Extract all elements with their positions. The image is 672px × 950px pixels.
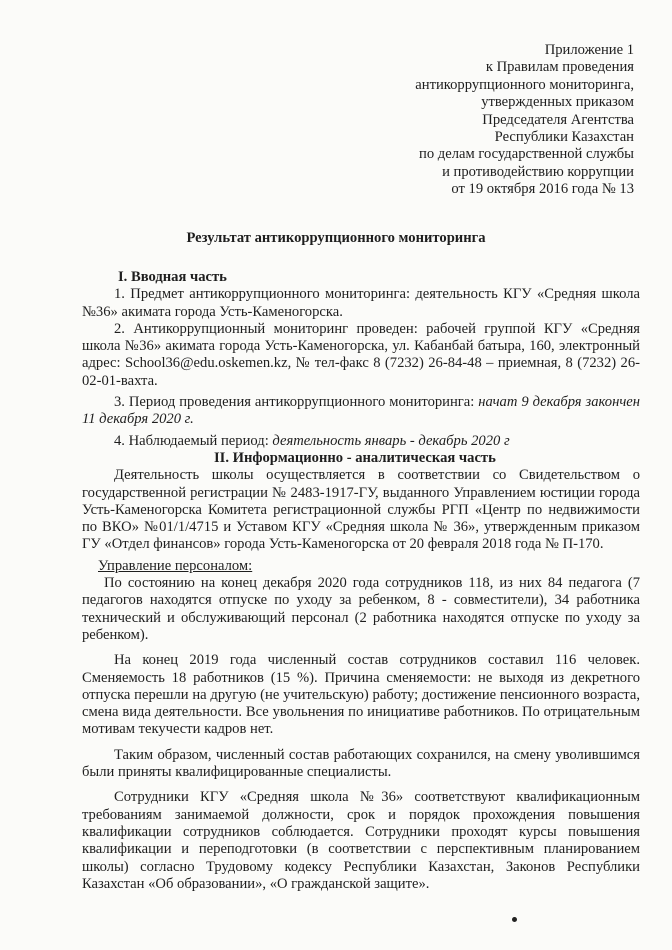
observed-value: деятельность январь - декабрь 2020 г bbox=[272, 432, 510, 449]
period-dates: начат 9 декабря закончен 11 декабря 2020 г. bbox=[82, 394, 641, 428]
scan-dot bbox=[512, 917, 517, 922]
section-heading-analysis: II. Информационно - аналитическая часть bbox=[214, 449, 496, 466]
paragraph-subject: 1. Предмет антикоррупционного мониторинга: деятельность КГУ «Средняя школа №36» акимата города Усть-Каменогорска. bbox=[82, 286, 640, 320]
appendix-line: антикоррупционного мониторинга, bbox=[415, 76, 634, 93]
period-label: 3. Период проведения антикоррупционного мониторинга: bbox=[114, 394, 479, 411]
paragraph-registration: Деятельность школы осуществляется в соответствии со Свидетельством о государственной регистрации № 2483-1917-ГУ, выданного Управлением юстиции города Усть-Каменогорска Комитета регистрационной службы РГП «Центр по недвижимости по ВКО» №01/1/4715 и Уставом КГУ «Средняя школа № 36», утвержденным приказом ГУ «Отдел финансов» города Усть-Каменогорска от 20 февраля 2018 года № П-170. bbox=[82, 467, 640, 553]
appendix-line: Председателя Агентства bbox=[482, 111, 634, 128]
appendix-line: к Правилам проведения bbox=[485, 59, 634, 76]
appendix-line: Республики Казахстан bbox=[494, 129, 634, 146]
subheading-personnel: Управление персоналом: bbox=[98, 557, 253, 574]
appendix-line: по делам государственной службы bbox=[419, 146, 634, 163]
appendix-line: от 19 октября 2016 года № 13 bbox=[451, 181, 634, 198]
paragraph-qualification: Сотрудники КГУ «Средняя школа №36» соответствуют квалификационным требованиям занимаемой должности, срок и порядок прохождения повышения квалификации сотрудников соблюдается. Сотрудники проходят курсы повышения квалификации и переподготовки (в соответствии с перспективным планированием школы) согласно Трудовому кодексу Республики Казахстан, Законов Республики Казахстан «Об образовании», «О гражданской защите». bbox=[82, 789, 640, 892]
paragraph-turnover: На конец 2019 года численный состав сотрудников составил 116 человек. Сменяемость 18 работников (15 %). Причина сменяемости: не выходя из декретного отпуска перешли на другую (не учительскую) работу; достижение пенсионного возраста, смена вида деятельности. Все увольнения по инициативе работников. По отрицательным мотивам текучести кадров нет. bbox=[82, 652, 640, 738]
document-body bbox=[82, 269, 640, 893]
paragraph-observed-period bbox=[82, 433, 640, 450]
observed-label: 4. Наблюдаемый период: bbox=[114, 432, 273, 449]
section-heading-introduction: I. Вводная часть bbox=[118, 269, 227, 285]
appendix-line: и противодействию коррупции bbox=[442, 163, 634, 180]
appendix-line: утвержденных приказом bbox=[481, 94, 634, 111]
appendix-note bbox=[415, 42, 634, 199]
paragraph-conclusion: Таким образом, численный состав работающих сохранился, на смену уволившимся были приняты квалифицированные специалисты. bbox=[82, 746, 640, 781]
paragraph-period bbox=[82, 394, 640, 429]
document-title: Результат антикоррупционного мониторинга bbox=[186, 230, 486, 246]
paragraph-staff-count: По состоянию на конец декабря 2020 года сотрудников 118, из них 84 педагога (7 педагогов находятся отпуске по уходу за ребенком, 8 - совместители), 34 работника технический и обслуживающий персонал (2 работника находятся отпуске по уходу за ребенком). bbox=[82, 575, 640, 643]
appendix-line: Приложение 1 bbox=[544, 42, 634, 58]
paragraph-conducted-by: 2. Антикоррупционный мониторинг проведен: рабочей группой КГУ «Средняя школа №36» акимата города Усть-Каменогорска, ул. Кабанбай батыра, 160, электронный адрес: School36@edu.oskemen.kz, № тел-факс 8 (7232) 26-84-48 – приемная, 8 (7232) 26-02-01-вахта. bbox=[82, 320, 640, 389]
